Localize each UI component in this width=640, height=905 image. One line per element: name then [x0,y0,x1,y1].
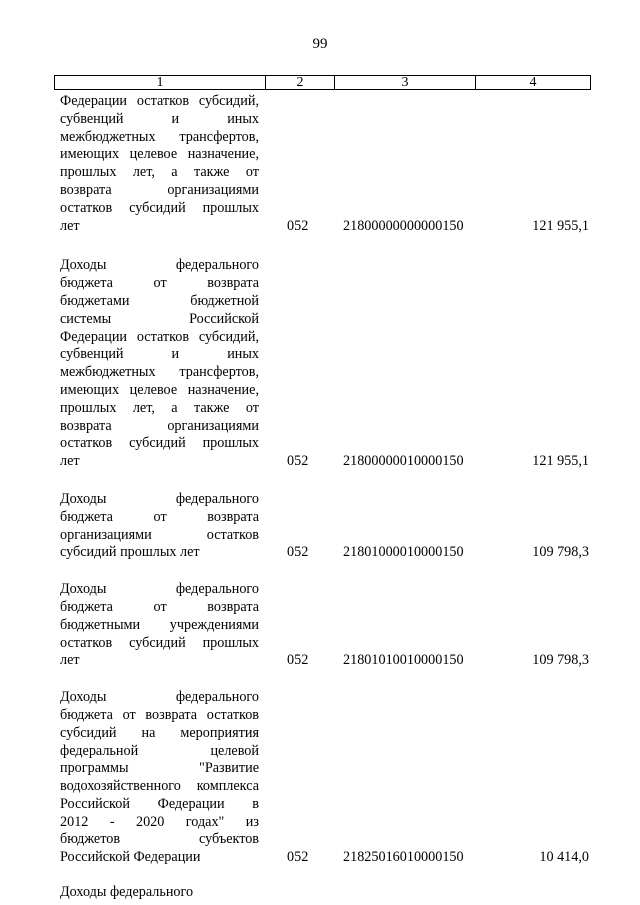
description-line: лет [60,652,80,669]
table-row [0,257,640,471]
row-description [60,689,259,867]
description-line: организациями остатков [60,526,259,543]
amount: 121 955,1 [532,217,589,234]
description-line: Федерации остатков субсидий, [60,328,259,345]
header-col-3: 3 [335,76,476,89]
description-line: лет [60,217,80,234]
description-line: прошлых лет, а также от [60,164,259,181]
admin-code: 052 [287,217,309,234]
description-line: прошлых лет, а также от [60,399,259,416]
header-col-4: 4 [529,75,537,90]
description-line: субвенций и иных [60,346,259,363]
budget-classification-code: 21800000000000150 [343,217,464,234]
header-col-2: 2 [266,76,335,89]
description-line: Доходы федерального [60,490,259,507]
header-col-1: 1 [55,76,266,89]
budget-classification-code: 21800000010000150 [343,453,464,470]
description-line: системы Российской [60,310,259,327]
table-row [0,491,640,562]
description-line: программы "Развитие [60,760,259,777]
description-line: бюджета от возврата [60,508,259,525]
amount: 121 955,1 [532,453,589,470]
table-row [0,689,640,867]
description-line: Федерации остатков субсидий, [60,93,259,109]
admin-code: 052 [287,453,309,470]
description-line: имеющих целевое назначение, [60,381,259,398]
description-line: бюджета от возврата [60,598,259,615]
description-line: субвенций и иных [60,110,259,127]
description-line: межбюджетных трансфертов, [60,364,259,381]
description-line: имеющих целевое назначение, [60,146,259,163]
description-line: бюджета от возврата [60,275,259,292]
description-line: субсидий прошлых лет [60,544,200,561]
row-description [60,581,259,670]
amount: 109 798,3 [532,652,589,669]
description-line: водохозяйственного комплекса [60,778,259,795]
admin-code: 052 [287,544,309,561]
description-line: 2012 - 2020 годах" из [60,813,259,830]
table-row [0,93,640,235]
description-line: субсидий на мероприятия [60,724,259,741]
budget-classification-code: 21825016010000150 [343,849,464,866]
description-line: Доходы федерального [60,689,259,706]
row-description [60,257,259,471]
admin-code: 052 [287,652,309,669]
row-description [60,491,259,562]
amount: 10 414,0 [539,849,589,866]
description-line: остатков субсидий прошлых [60,634,259,651]
description-line: возврата организациями [60,181,259,198]
table-body [0,93,640,902]
table-header-row [54,75,591,90]
description-line: бюджетов субъектов [60,831,259,848]
budget-classification-code: 21801010010000150 [343,652,464,669]
description-line: остатков субсидий прошлых [60,435,259,452]
description-line: бюджета от возврата остатков [60,706,259,723]
budget-classification-code: 21801000010000150 [343,544,464,561]
table-row [0,581,640,670]
admin-code: 052 [287,849,309,866]
page-number: 99 [312,36,328,52]
description-line: Российской Федерации в [60,795,259,812]
description-line: лет [60,453,80,470]
row-description [60,884,259,902]
description-line: Доходы федерального [60,581,259,598]
description-line: остатков субсидий прошлых [60,199,259,216]
description-line: бюджетными учреждениями [60,616,259,633]
description-line: федеральной целевой [60,742,259,759]
description-line: бюджетами бюджетной [60,292,259,309]
description-line: Российской Федерации [60,849,201,866]
amount: 109 798,3 [532,544,589,561]
row-description [60,93,259,235]
table-row [0,884,640,902]
description-line: возврата организациями [60,417,259,434]
description-line: Доходы федерального [60,257,259,274]
description-line: Доходы федерального [60,884,194,901]
description-line: межбюджетных трансфертов, [60,128,259,145]
